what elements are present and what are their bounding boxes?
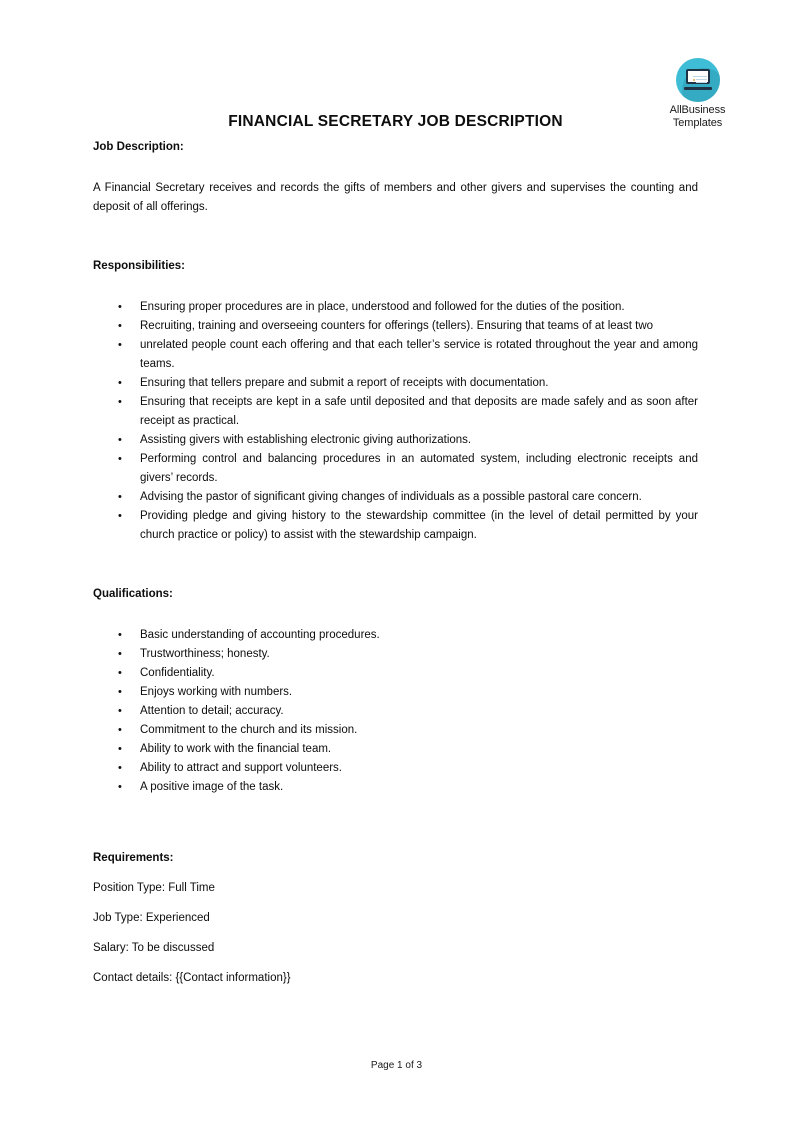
laptop-screen [686,69,710,84]
spacer [93,928,698,939]
qualifications-heading: Qualifications: [93,588,173,600]
list-item: • Assisting givers with establishing electronic giving authorizations. [93,431,698,450]
list-item: • Ensuring proper procedures are in place, understood and followed for the duties of the position. [93,298,698,317]
logo-text-line2: Templates [672,117,723,129]
responsibilities-heading: Responsibilities: [93,260,186,272]
list-item: • Providing pledge and giving history to the stewardship committee (in the level of detail permitted by your church practice or policy) to assist with the stewardship campaign. [93,507,698,545]
screen-line [696,82,707,83]
screen-line [693,76,707,77]
logo-text-line1: AllBusiness [669,104,726,116]
list-item: • Ensuring that receipts are kept in a safe until deposited and that deposits are made safely and as soon after receipt as practical. [93,393,698,431]
spacer [93,276,698,298]
laptop-base [684,87,712,90]
requirement-job-type: Job Type: Experienced [93,912,210,924]
list-item: • unrelated people count each offering and that each teller’s service is rotated throughout the year and among teams. [93,336,698,374]
list-item: • Attention to detail; accuracy. [93,702,698,721]
list-item: • Ability to attract and support volunteers. [93,759,698,778]
job-description-paragraph: A Financial Secretary receives and records the gifts of members and other givers and supervises the counting and deposit of all offerings. [93,182,698,213]
list-item: • Basic understanding of accounting procedures. [93,626,698,645]
spacer [93,604,698,626]
qualifications-list [93,626,698,797]
requirement-salary: Salary: To be discussed [93,942,215,954]
laptop-icon [684,69,712,91]
page-title: FINANCIAL SECRETARY JOB DESCRIPTION [228,113,563,130]
requirement-position-type: Position Type: Full Time [93,882,215,894]
job-description-heading: Job Description: [93,141,184,153]
document-body [93,138,698,988]
spacer [93,797,698,837]
list-item: • A positive image of the task. [93,778,698,797]
requirement-contact-details: Contact details: {{Contact information}} [93,972,291,984]
spacer [93,837,698,849]
list-item: • Ability to work with the financial team. [93,740,698,759]
responsibilities-list [93,298,698,545]
spacer [93,958,698,969]
screen-line [696,79,707,80]
list-item: • Advising the pastor of significant giving changes of individuals as a possible pastoral care concern. [93,488,698,507]
page-footer: Page 1 of 3 [370,1060,423,1071]
requirements-heading: Requirements: [93,852,174,864]
spacer [93,898,698,909]
list-item: • Trustworthiness; honesty. [93,645,698,664]
spacer [93,217,698,257]
laptop-circle-icon [676,58,720,102]
screen-dot [693,79,695,81]
list-item: • Confidentiality. [93,664,698,683]
spacer [93,545,698,585]
list-item: • Ensuring that tellers prepare and submit a report of receipts with documentation. [93,374,698,393]
spacer [93,157,698,179]
list-item: • Commitment to the church and its mission. [93,721,698,740]
spacer [93,868,698,879]
list-item: • Recruiting, training and overseeing counters for offerings (tellers). Ensuring that teams of at least two [93,317,698,336]
list-item: • Performing control and balancing procedures in an automated system, including electronic receipts and givers’ records. [93,450,698,488]
list-item: • Enjoys working with numbers. [93,683,698,702]
